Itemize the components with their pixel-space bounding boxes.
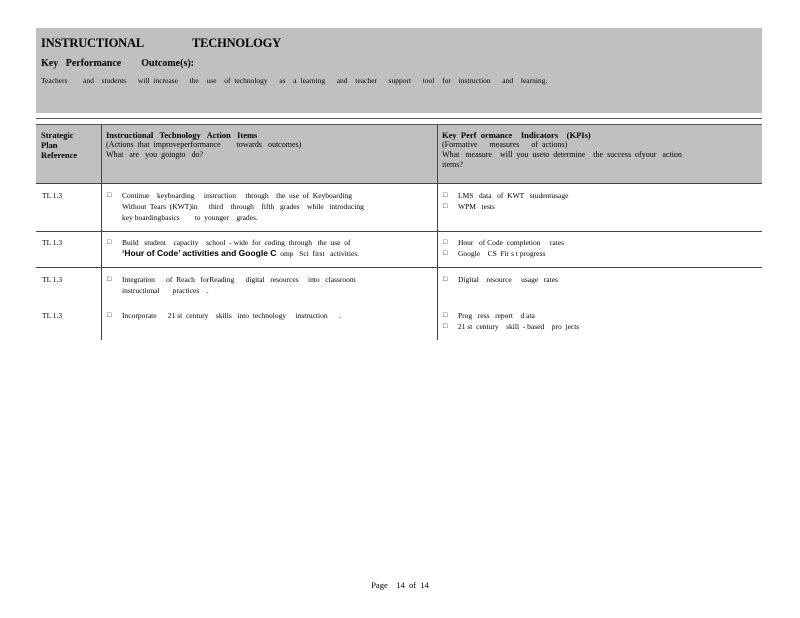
row-2-ref: TL 1.3	[42, 238, 63, 247]
row-4-kpi: 21 st century skill - based pro jects	[458, 322, 580, 331]
bullet-icon: □	[107, 311, 112, 319]
grid-hline	[36, 183, 762, 184]
row-4-action-line: Incorporate 21 st century skills into technology instruction .	[122, 311, 341, 320]
grid-vline	[101, 125, 102, 340]
bullet-icon: □	[443, 238, 448, 246]
row-2-action-line: Build student capacity school - wide for coding through the use of	[122, 238, 351, 247]
bullet-icon: □	[443, 202, 448, 210]
col-header-actions	[101, 125, 437, 183]
row-1-action-line: key boardingbasics to younger grades.	[122, 213, 258, 222]
grid-hline	[36, 267, 762, 268]
bullet-icon: □	[107, 191, 112, 199]
row-3-kpis	[443, 274, 558, 285]
section-title	[41, 36, 281, 51]
bullet-icon: □	[107, 238, 112, 246]
grid-hline	[36, 231, 762, 232]
row-2-action-bold: ‘Hour of Code’ activities and Google C	[122, 248, 277, 258]
bullet-icon: □	[107, 275, 112, 283]
bullet-icon: □	[443, 249, 448, 257]
title-left: INSTRUCTIONAL	[41, 36, 144, 50]
row-2-action	[107, 237, 359, 259]
row-2-action-line	[122, 248, 359, 259]
actions-head-sub2: What are you goingto do?	[106, 150, 204, 159]
row-2-action-text	[122, 237, 359, 259]
row-1-kpi: LMS data of KWT studentusage	[458, 191, 569, 200]
page-number: Page 14 of 14	[371, 580, 429, 590]
row-4-kpi: Prog ress report d ata	[458, 311, 535, 320]
row-2-action-tail: omp Sci first activities.	[276, 249, 360, 258]
actions-head-sub1: (Actions that improveperformance towards outcomes)	[106, 140, 302, 149]
kpo-label: Key Performance Outcome(s):	[41, 58, 194, 69]
kpi-head-sub3: items?	[442, 160, 463, 169]
row-2-kpi: Google CS Fir s t progress	[458, 249, 546, 258]
ref-head-2: Plan	[41, 140, 58, 150]
bullet-icon: □	[443, 191, 448, 199]
row-1-action	[107, 190, 364, 223]
row-2-kpi: Hour of Code completion rates	[458, 238, 565, 247]
row-4-action	[107, 310, 341, 321]
kpi-head-sub1: (Formative measures of actions)	[442, 140, 568, 149]
kpo-text: Teachers and students will increase the use of technology as a learning and teacher support tool for instruction and learning.	[41, 76, 548, 85]
row-1-action-text	[122, 190, 364, 223]
row-1-ref: TL 1.3	[42, 191, 63, 200]
divider-rule	[36, 118, 762, 119]
actions-head-title: Instructional Technology Action Items	[106, 130, 258, 140]
row-1-kpis	[443, 190, 568, 212]
col-header-ref	[36, 125, 101, 183]
bullet-icon: □	[443, 322, 448, 330]
row-1-action-line: Without Tears (KWT)in third through fifth grades while introducing	[122, 202, 364, 211]
row-2-kpis	[443, 237, 564, 259]
row-3-action	[107, 274, 356, 296]
row-1-action-line: Continue keyboarding instruction through the use of Keyboarding	[122, 191, 352, 200]
bullet-icon: □	[443, 275, 448, 283]
row-1-kpi: WPM tests	[458, 202, 495, 211]
col-header-kpi	[437, 125, 762, 183]
title-right: TECHNOLOGY	[191, 36, 281, 50]
grid-vline	[437, 125, 438, 340]
section-header	[36, 28, 762, 113]
row-3-action-line: instructional practices .	[122, 286, 209, 295]
row-4-kpis	[443, 310, 579, 332]
kpi-head-title: Key Perf ormance Indicators (KPIs)	[442, 130, 591, 140]
row-4-ref: TL 1.3	[42, 311, 63, 320]
kpi-head-sub2: What measure will you useto determine the success ofyour action	[442, 150, 682, 159]
row-3-kpi: Digital resource usage rates	[458, 275, 558, 284]
bullet-icon: □	[443, 311, 448, 319]
ref-head-3: Reference	[41, 150, 78, 160]
row-3-ref: TL 1.3	[42, 275, 63, 284]
row-3-action-line: Integration of Reach forReading digital resources into classroom	[122, 275, 356, 284]
ref-head-1: Strategic	[41, 130, 74, 140]
row-3-action-text	[122, 274, 356, 296]
